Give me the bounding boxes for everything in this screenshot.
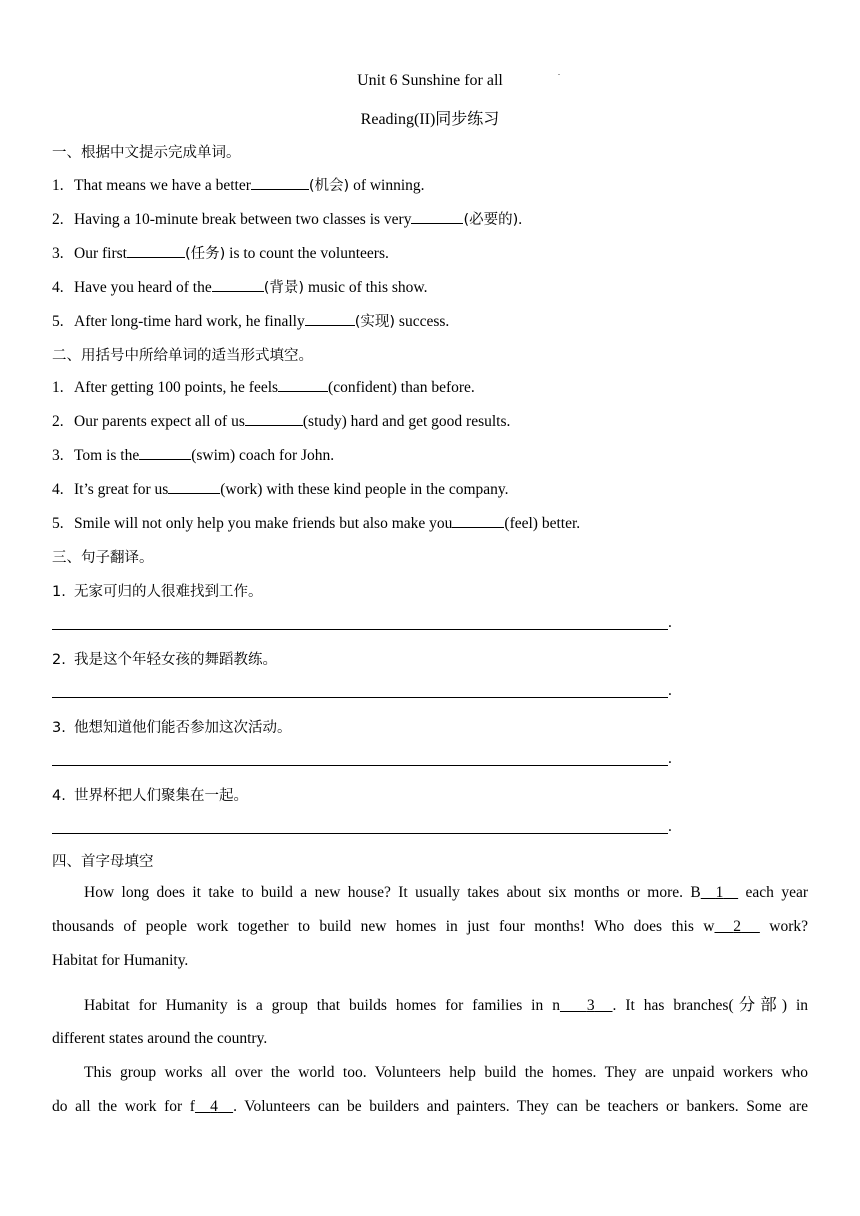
s2-item-2: 2. Our parents expect all of us (study) hard and get good results. <box>52 413 511 430</box>
translation-answer-line[interactable] <box>52 833 668 834</box>
section4-heading: 四、首字母填空 <box>52 854 154 870</box>
line-end-period: . <box>668 750 672 767</box>
stray-mark: . <box>558 68 560 77</box>
answer-blank[interactable] <box>452 513 504 528</box>
translation-answer-line[interactable] <box>52 629 668 630</box>
passage-p2-line2: different states around the country. <box>52 1030 268 1047</box>
answer-blank[interactable] <box>305 311 355 326</box>
s2-item-4: 4. It’s great for us (work) with these kind people in the company. <box>52 481 509 498</box>
s1-item-2: 2. Having a 10-minute break between two classes is very (必要的). <box>52 211 523 228</box>
s1-item-4: 4. Have you heard of the (背景) music of this show. <box>52 279 428 296</box>
s2-item-5: 5. Smile will not only help you make friends but also make you (feel) better. <box>52 515 581 532</box>
translation-answer-line[interactable] <box>52 765 668 766</box>
s2-item-1: 1. After getting 100 points, he feels (confident) than before. <box>52 379 475 396</box>
section3-heading: 三、句子翻译。 <box>52 550 154 566</box>
blank-1[interactable]: 1 <box>715 884 724 901</box>
line-end-period: . <box>668 614 672 631</box>
s3-item-1: 1. 无家可归的人很难找到工作。 <box>52 584 263 600</box>
s1-item-1: 1. That means we have a better (机会) of winning. <box>52 177 425 194</box>
blank-3[interactable]: 3 <box>586 997 595 1014</box>
blank-4[interactable]: 4 <box>210 1098 218 1115</box>
s1-item-3: 3. Our first (任务) is to count the volunteers. <box>52 245 389 262</box>
answer-blank[interactable] <box>168 479 220 494</box>
s1-item-5: 5. After long-time hard work, he finally (实现) success. <box>52 313 450 330</box>
passage-p1-line2: thousands of people work together to build new homes in just four months! Who does this w 2 work? <box>52 918 808 935</box>
answer-blank[interactable] <box>127 243 185 258</box>
answer-blank[interactable] <box>212 277 264 292</box>
answer-blank[interactable] <box>278 377 328 392</box>
s3-item-2: 2. 我是这个年轻女孩的舞蹈教练。 <box>52 652 277 668</box>
line-end-period: . <box>668 818 672 835</box>
page-subtitle: Reading(II)同步练习 <box>360 111 500 128</box>
line-end-period: . <box>668 682 672 699</box>
section1-heading: 一、根据中文提示完成单词。 <box>52 145 241 161</box>
s3-item-3: 3. 他想知道他们能否参加这次活动。 <box>52 720 292 736</box>
blank-2[interactable]: 2 <box>733 918 742 935</box>
answer-blank[interactable] <box>139 445 191 460</box>
s3-item-4: 4. 世界杯把人们聚集在一起。 <box>52 788 248 804</box>
s2-item-3: 3. Tom is the (swim) coach for John. <box>52 447 335 464</box>
answer-blank[interactable] <box>411 209 463 224</box>
answer-blank[interactable] <box>245 411 303 426</box>
translation-answer-line[interactable] <box>52 697 668 698</box>
page-title: Unit 6 Sunshine for all <box>357 72 503 89</box>
passage-p1-line1: How long does it take to build a new house? It usually takes about six months or more. B 1 each year <box>84 884 808 901</box>
passage-p1-line3: Habitat for Humanity. <box>52 952 189 969</box>
passage-p3-line1: This group works all over the world too. Volunteers help build the homes. They are unpaid workers who <box>84 1064 808 1081</box>
passage-p3-line2: do all the work for f 4 . Volunteers can be builders and painters. They can be teachers or bankers. Some are <box>52 1098 809 1115</box>
answer-blank[interactable] <box>251 175 309 190</box>
section2-heading: 二、用括号中所给单词的适当形式填空。 <box>52 348 313 364</box>
passage-p2-line1: Habitat for Humanity is a group that builds homes for families in n 3 . It has branches(分部) in <box>84 995 809 1014</box>
